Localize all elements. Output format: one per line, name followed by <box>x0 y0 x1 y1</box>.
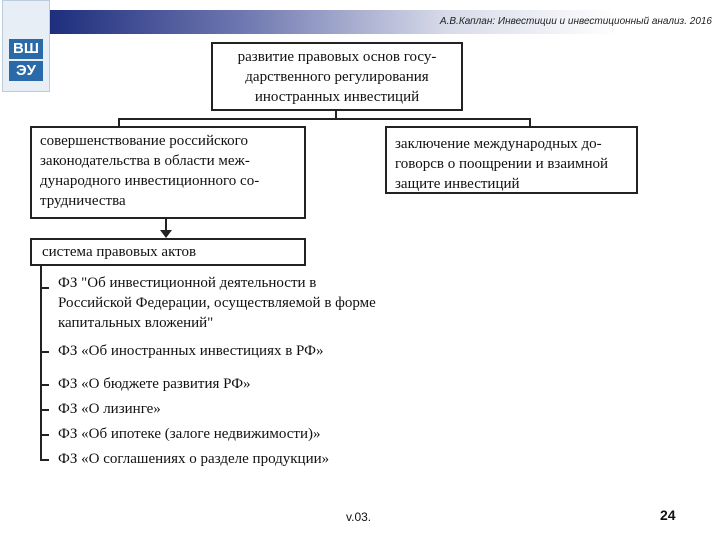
tick <box>40 409 49 411</box>
header-title: А.В.Каплан: Инвестиции и инвестиционный анализ. 2016 <box>439 16 712 27</box>
page-number: 24 <box>660 507 676 523</box>
connector <box>118 118 530 120</box>
list-item: ФЗ «Об иностранных инвестициях в РФ» <box>58 343 324 359</box>
list-item: ФЗ «О лизинге» <box>58 401 161 417</box>
logo-letters-top: ВШ <box>9 39 43 59</box>
tick <box>40 287 49 289</box>
tick <box>40 459 49 461</box>
right-box: заключение международных до-говорсв о поощрении и взаимной защите инвестиций <box>385 126 638 194</box>
tick <box>40 384 49 386</box>
arrow-head-icon <box>160 230 172 238</box>
left-box: совершенствование российского законодательства в области меж-дународного инвестиционного со-трудничества <box>30 126 306 219</box>
logo <box>2 0 50 92</box>
list-item: ФЗ «О соглашениях о разделе продукции» <box>58 451 330 467</box>
system-box: система правовых актов <box>30 238 306 266</box>
list-item: ФЗ «Об ипотеке (залоге недвижимости)» <box>58 426 321 442</box>
tick <box>40 351 49 353</box>
logo-letters-bottom: ЭУ <box>9 61 43 81</box>
top-box: развитие правовых основ госу-дарственного регулирования иностранных инвестиций <box>211 42 463 111</box>
list-item: ФЗ "Об инвестиционной деятельности в Российской Федерации, осуществляемой в форме капитальных вложений" <box>58 275 376 331</box>
version-label: v.03. <box>346 510 372 524</box>
tick <box>40 434 49 436</box>
tree-line <box>40 266 42 460</box>
list-item: ФЗ «О бюджете развития РФ» <box>58 376 251 392</box>
